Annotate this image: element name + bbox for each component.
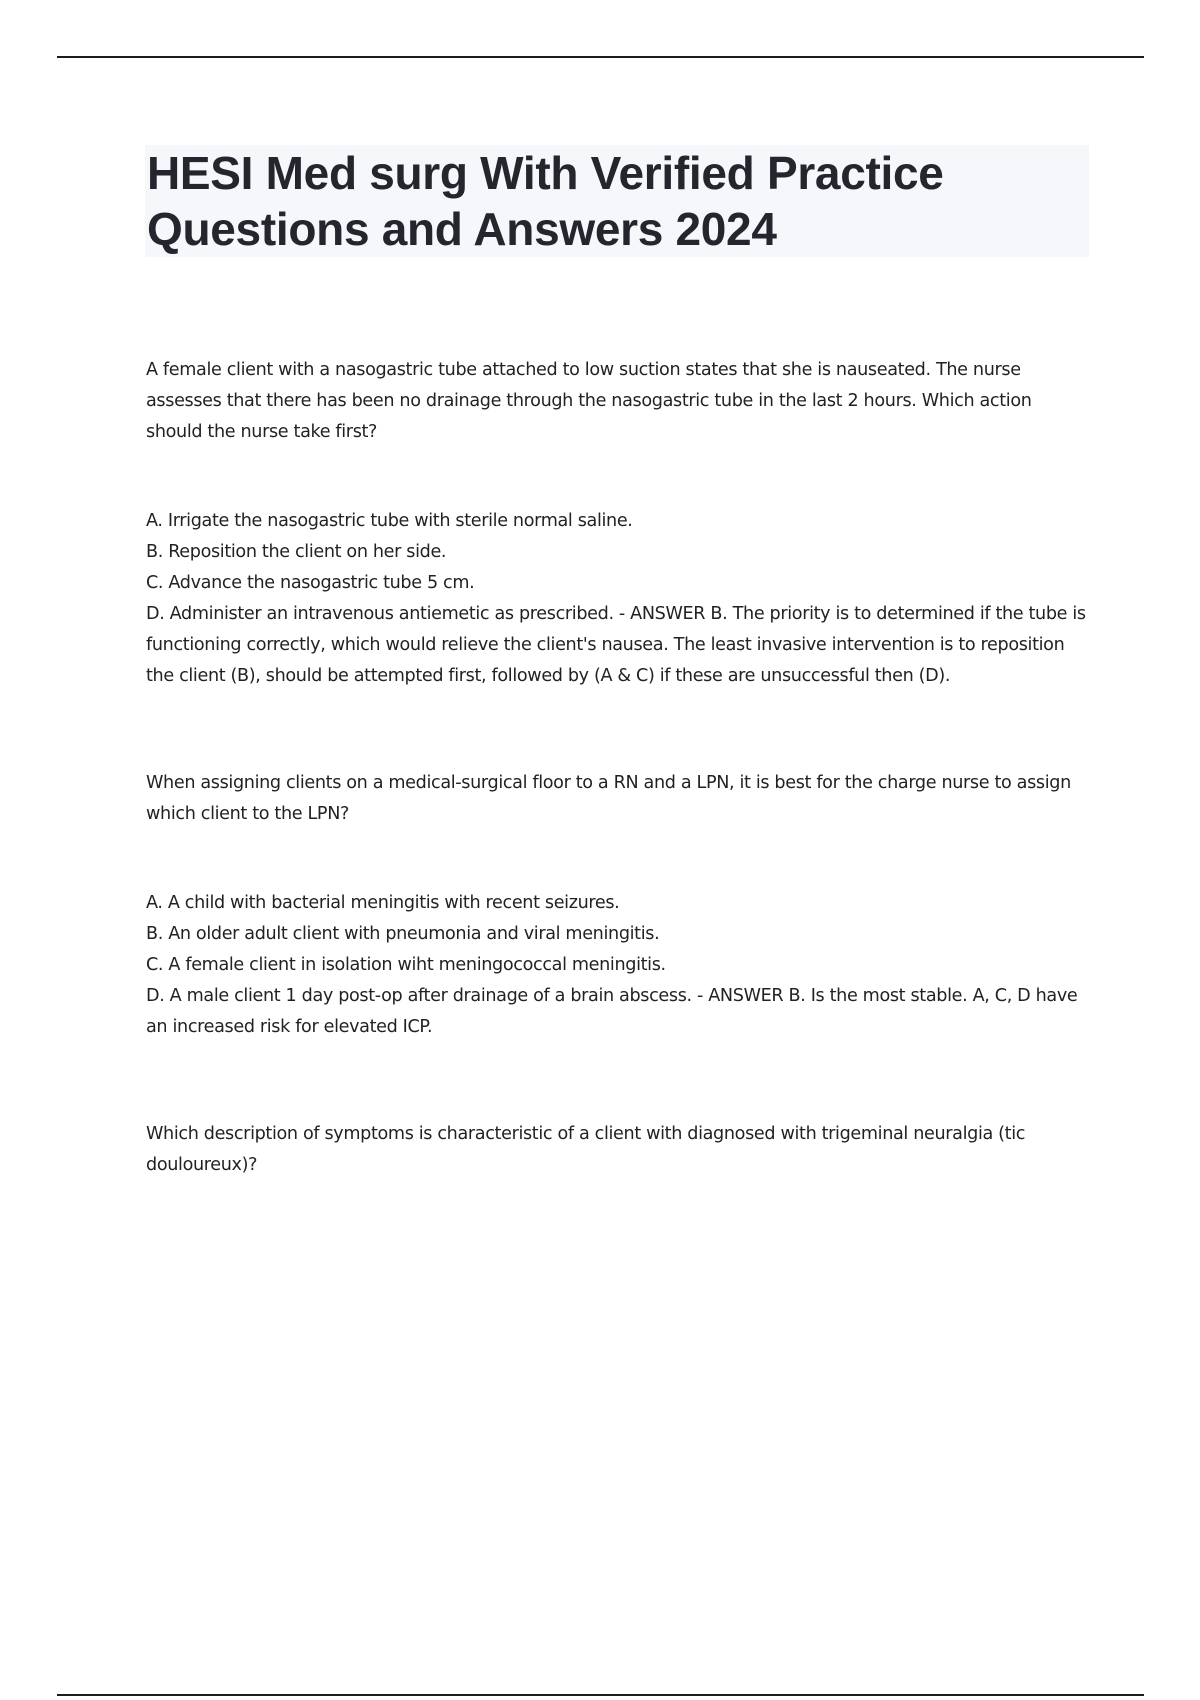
document-title: HESI Med surg With Verified Practice Questions and Answers 2024: [147, 147, 944, 255]
option-b: B. An older adult client with pneumonia and viral meningitis.: [146, 924, 660, 944]
document-body: [146, 355, 1086, 1257]
option-b: B. Reposition the client on her side.: [146, 542, 447, 562]
bottom-rule: [57, 1694, 1144, 1696]
question-block: [146, 1119, 1086, 1181]
question-block: [146, 768, 1086, 1043]
option-a: A. Irrigate the nasogastric tube with sterile normal saline.: [146, 511, 633, 531]
question-text: When assigning clients on a medical-surgical floor to a RN and a LPN, it is best for the charge nurse to assign which client to the LPN?: [146, 773, 1071, 824]
question-text: Which description of symptoms is characteristic of a client with diagnosed with trigeminal neuralgia (tic douloureux)?: [146, 1124, 1026, 1175]
answer-options: [146, 506, 1086, 692]
question-text: A female client with a nasogastric tube attached to low suction states that she is nauseated. The nurse assesses that there has been no drainage through the nasogastric tube in the last 2 hours. Which action should the nurse take first?: [146, 360, 1032, 442]
option-d-with-answer: D. Administer an intravenous antiemetic as prescribed. - ANSWER B. The priority is to determined if the tube is functioning correctly, which would relieve the client's nausea. The least invasive intervention is to reposition the client (B), should be attempted first, followed by (A & C) if these are unsuccessful then (D).: [146, 604, 1086, 686]
answer-options: [146, 888, 1086, 1043]
option-c: C. Advance the nasogastric tube 5 cm.: [146, 573, 475, 593]
option-d-with-answer: D. A male client 1 day post-op after drainage of a brain abscess. - ANSWER B. Is the most stable. A, C, D have an increased risk for elevated ICP.: [146, 986, 1078, 1037]
top-rule: [57, 56, 1144, 58]
question-block: [146, 355, 1086, 692]
option-a: A. A child with bacterial meningitis with recent seizures.: [146, 893, 620, 913]
title-banner: [145, 145, 1089, 257]
option-c: C. A female client in isolation wiht meningococcal meningitis.: [146, 955, 666, 975]
